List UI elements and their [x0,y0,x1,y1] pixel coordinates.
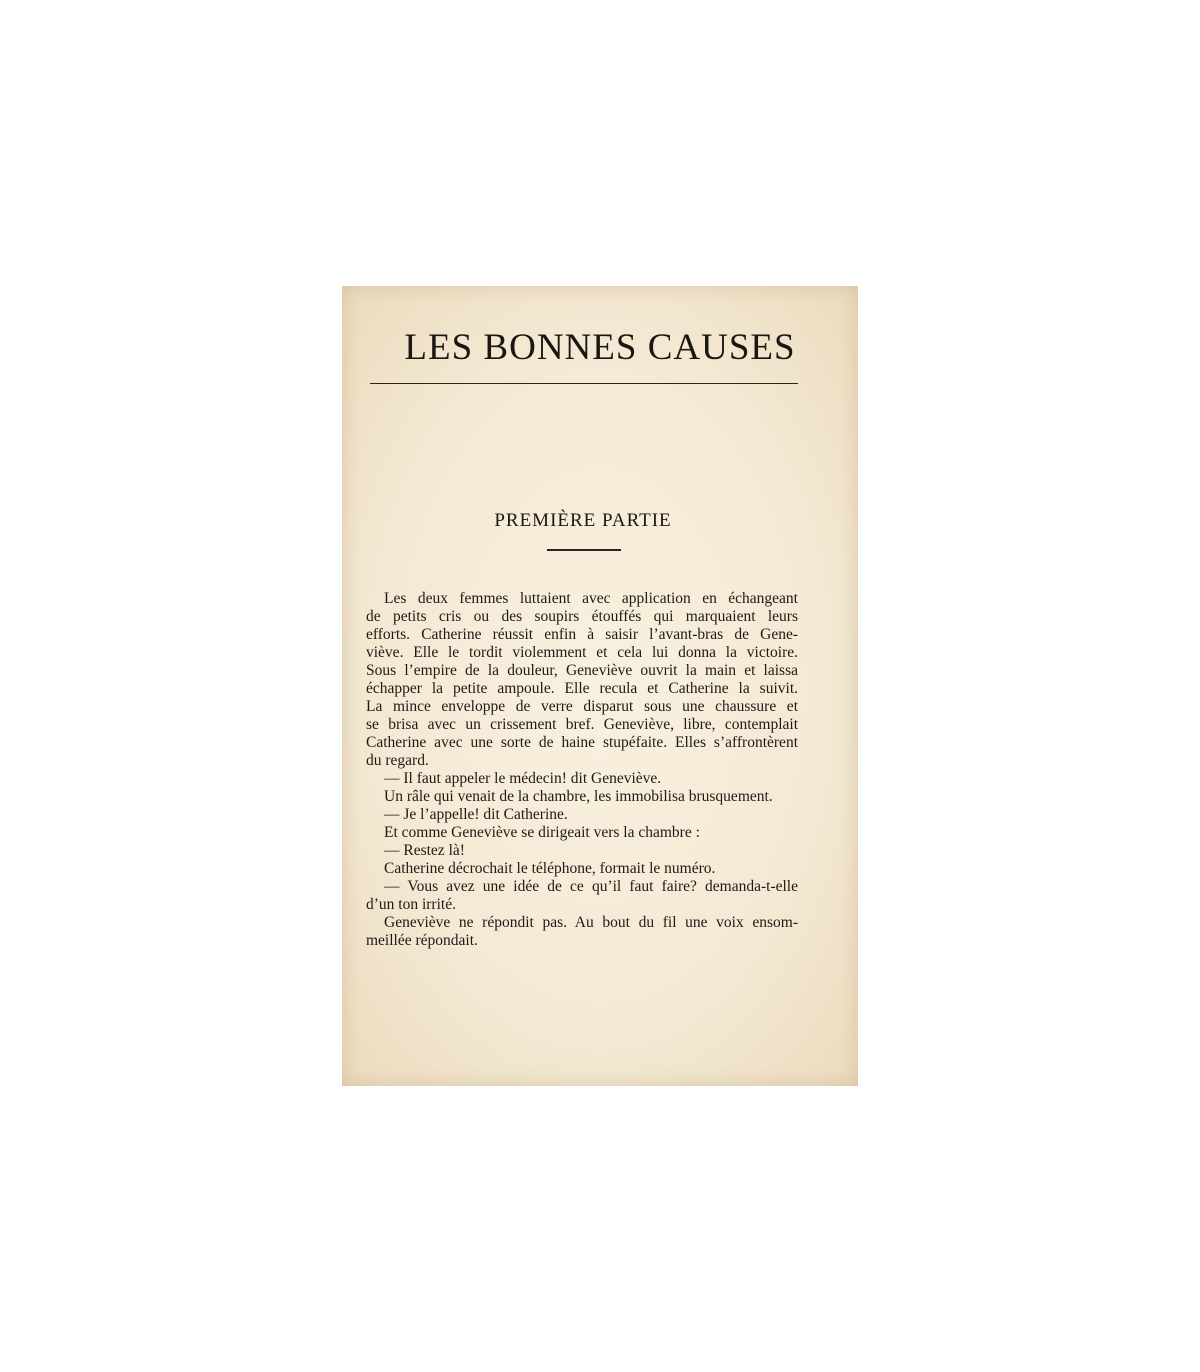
text-line: du regard. [366,752,429,769]
text-line: Et comme Geneviève se dirigeait vers la chambre : [384,824,700,841]
text-line: — Il faut appeler le médecin! dit Geneviève. [384,770,662,787]
text-line: se brisa avec un crissement bref. Geneviève, libre, contemplait [366,716,798,733]
text-line: Un râle qui venait de la chambre, les immobilisa brusquement. [384,788,773,805]
text-line: Catherine décrochait le téléphone, formait le numéro. [384,860,716,877]
text-line: — Vous avez une idée de ce qu’il faut faire? demanda-t-elle [384,878,798,895]
text-line: de petits cris ou des soupirs étouffés qui marquaient leurs [366,608,798,625]
text-line: Les deux femmes luttaient avec application en échangeant [384,590,798,607]
text-line: La mince enveloppe de verre disparut sous une chaussure et [366,698,798,715]
text-line: viève. Elle le tordit violemment et cela lui donna la victoire. [366,644,798,661]
text-line: échapper la petite ampoule. Elle recula et Catherine la suivit. [366,680,798,697]
text-line: — Restez là! [384,842,465,859]
book-page [342,286,858,1086]
text-line: Geneviève ne répondit pas. Au bout du fil une voix ensom- [384,914,798,931]
book-title: LES BONNES CAUSES [404,327,796,368]
text-line: Catherine avec une sorte de haine stupéfaite. Elles s’affrontèrent [366,734,798,751]
text-line: d’un ton irrité. [366,896,456,913]
part-title: PREMIÈRE PARTIE [494,510,672,531]
part-rule [547,549,621,551]
body-text [366,590,798,950]
text-line: Sous l’empire de la douleur, Geneviève ouvrit la main et laissa [366,662,798,679]
title-rule [370,383,798,384]
text-line: efforts. Catherine réussit enfin à saisir l’avant-bras de Gene- [366,626,798,643]
text-line: meillée répondait. [366,932,478,949]
text-line: — Je l’appelle! dit Catherine. [384,806,568,823]
